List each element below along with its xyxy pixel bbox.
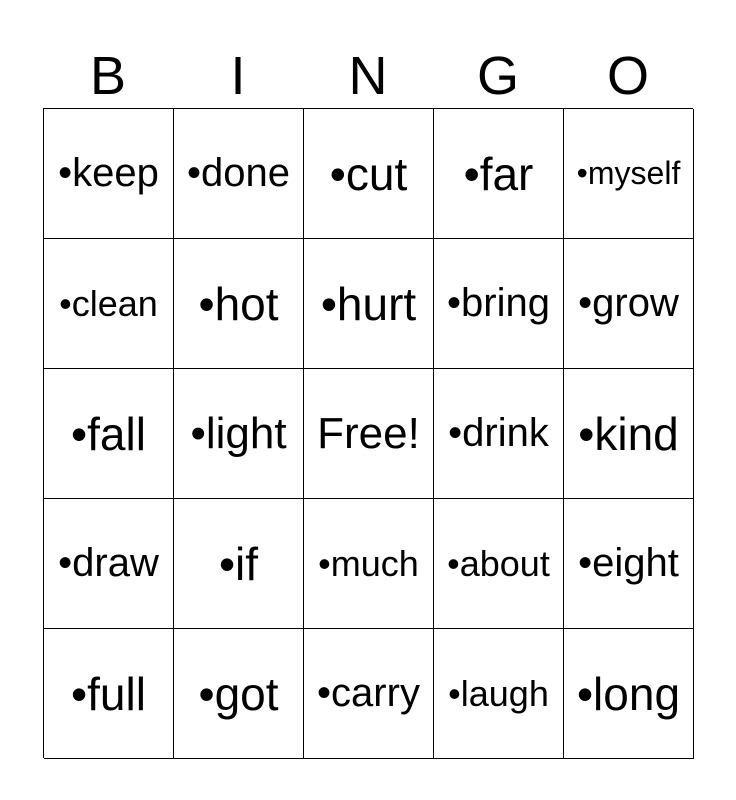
bingo-cell: •bring	[434, 239, 564, 369]
bingo-cell: •eight	[564, 499, 694, 629]
bingo-cell: •much	[304, 499, 434, 629]
free-space-cell: Free!	[304, 369, 434, 499]
header-letter-g: G	[476, 46, 519, 106]
bingo-card-grid	[43, 108, 693, 758]
bingo-cell: •keep	[44, 109, 174, 239]
bingo-cell: •draw	[44, 499, 174, 629]
bingo-cell: •kind	[564, 369, 694, 499]
bingo-cell: •laugh	[434, 629, 564, 759]
bingo-cell: •about	[434, 499, 564, 629]
bingo-cell: •hot	[174, 239, 304, 369]
bingo-cell: •cut	[304, 109, 434, 239]
bingo-cell: •clean	[44, 239, 174, 369]
header-letter-b: B	[89, 46, 127, 106]
bingo-cell: •far	[434, 109, 564, 239]
header-letter-n: N	[348, 46, 388, 106]
bingo-cell: •light	[174, 369, 304, 499]
bingo-header	[43, 44, 693, 108]
bingo-cell: •long	[564, 629, 694, 759]
bingo-cell: •full	[44, 629, 174, 759]
bingo-cell: •hurt	[304, 239, 434, 369]
bingo-cell: •drink	[434, 369, 564, 499]
bingo-cell: •done	[174, 109, 304, 239]
bingo-cell: •myself	[564, 109, 694, 239]
header-letter-o: O	[606, 46, 649, 106]
bingo-cell: •carry	[304, 629, 434, 759]
header-letter-i: I	[230, 46, 246, 106]
bingo-cell: •fall	[44, 369, 174, 499]
bingo-cell: •grow	[564, 239, 694, 369]
bingo-cell: •got	[174, 629, 304, 759]
bingo-cell: •if	[174, 499, 304, 629]
